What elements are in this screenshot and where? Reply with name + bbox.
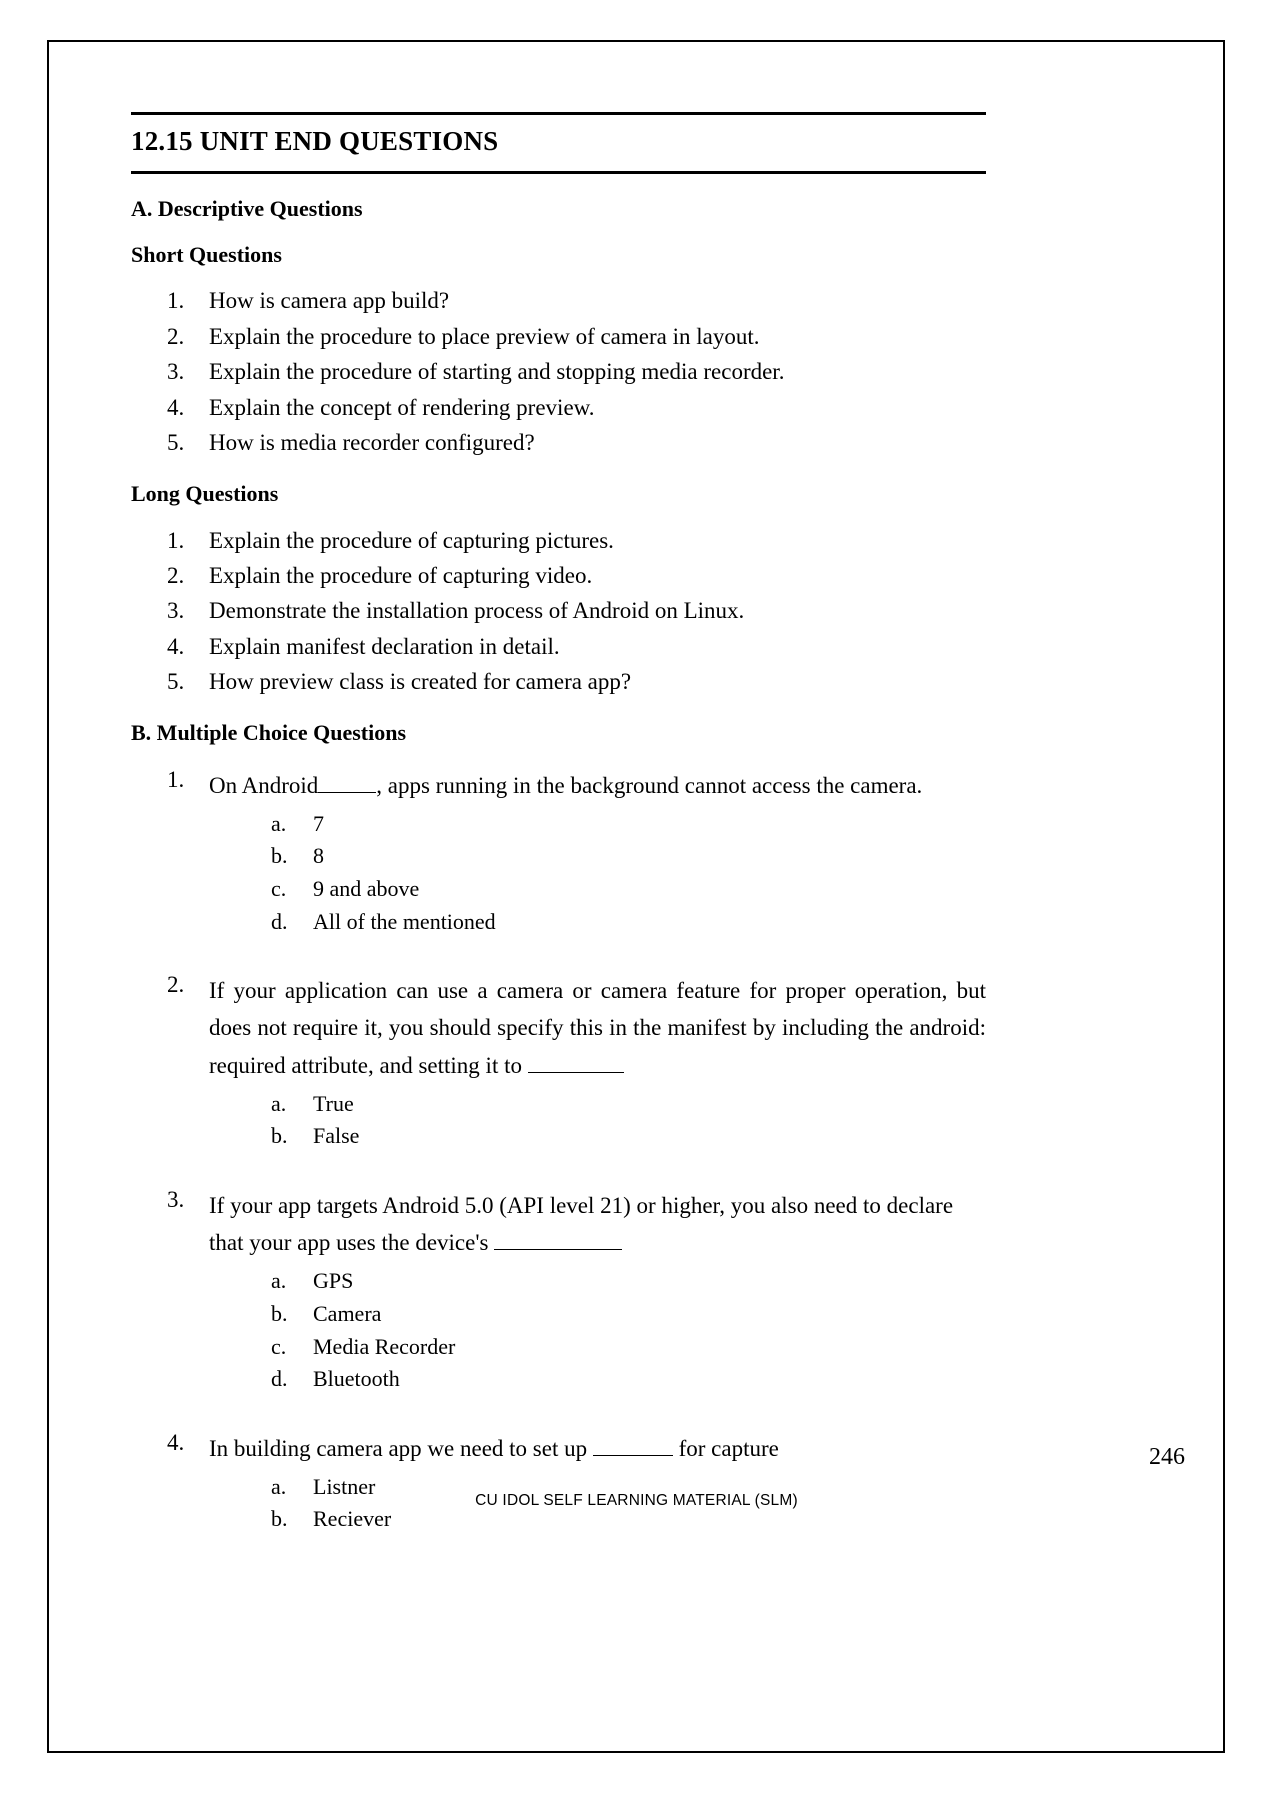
mcq-stem-after: , apps running in the background cannot access the camera. bbox=[376, 772, 923, 798]
list-item bbox=[167, 594, 986, 627]
option-marker: b. bbox=[271, 1123, 288, 1149]
option-item[interactable] bbox=[271, 1088, 986, 1121]
mcq-item bbox=[167, 767, 986, 938]
part-b-heading: B. Multiple Choice Questions bbox=[131, 720, 407, 746]
option-item[interactable] bbox=[271, 873, 986, 906]
long-questions-heading: Long Questions bbox=[131, 481, 279, 507]
option-label: False bbox=[313, 1123, 360, 1149]
item-text: Explain the procedure to place preview of camera in layout. bbox=[209, 323, 760, 349]
list-item bbox=[167, 320, 986, 353]
mcq-item bbox=[167, 972, 986, 1153]
option-item[interactable] bbox=[271, 1331, 986, 1364]
option-item[interactable] bbox=[271, 808, 986, 841]
item-marker: 2. bbox=[167, 972, 185, 998]
option-label: Reciever bbox=[313, 1506, 392, 1532]
fill-in-blank bbox=[528, 1072, 624, 1073]
option-item[interactable] bbox=[271, 1120, 986, 1153]
mcq-stem-before: If your app targets Android 5.0 (API level 21) or higher, you also need to declare that your app uses the device's bbox=[209, 1192, 954, 1256]
option-item[interactable] bbox=[271, 840, 986, 873]
option-label: Media Recorder bbox=[313, 1333, 456, 1359]
item-marker: 1. bbox=[167, 288, 185, 314]
fill-in-blank bbox=[318, 792, 376, 793]
item-marker: 1. bbox=[167, 766, 185, 792]
mcq-options bbox=[209, 1265, 986, 1395]
item-marker: 3. bbox=[167, 1186, 185, 1212]
option-marker: b. bbox=[271, 1506, 288, 1532]
short-questions-heading: Short Questions bbox=[131, 242, 282, 268]
fill-in-blank bbox=[593, 1455, 673, 1456]
item-marker: 5. bbox=[167, 429, 185, 455]
section-title-block bbox=[131, 112, 986, 174]
option-item[interactable] bbox=[271, 1363, 986, 1396]
mcq-stem-before: If your application can use a camera or camera feature for proper operation, but does not require it, you should specify this in the manifest by including the android: required attribute, and setting it to bbox=[209, 978, 986, 1078]
option-item[interactable] bbox=[271, 1265, 986, 1298]
option-label: Camera bbox=[313, 1301, 382, 1327]
item-text: Demonstrate the installation process of Android on Linux. bbox=[209, 598, 745, 624]
item-text: Explain manifest declaration in detail. bbox=[209, 633, 560, 659]
item-text: Explain the procedure of capturing video. bbox=[209, 562, 593, 588]
list-item bbox=[167, 391, 986, 424]
mcq-stem-before: On Android bbox=[209, 772, 319, 798]
list-item bbox=[167, 426, 986, 459]
mcq-stem-before: In building camera app we need to set up bbox=[209, 1435, 588, 1461]
item-marker: 4. bbox=[167, 1429, 185, 1455]
mcq-stem bbox=[209, 1187, 986, 1262]
mcq-list bbox=[131, 767, 986, 1536]
list-item bbox=[167, 524, 986, 557]
item-text: How is camera app build? bbox=[209, 288, 450, 314]
short-questions-list bbox=[131, 284, 986, 459]
mcq-stem-after: for capture bbox=[678, 1435, 779, 1461]
option-label: Bluetooth bbox=[313, 1366, 400, 1392]
mcq-stem bbox=[209, 972, 986, 1084]
mcq-stem bbox=[209, 767, 986, 804]
list-item bbox=[167, 665, 986, 698]
option-label: GPS bbox=[313, 1268, 354, 1294]
list-item bbox=[167, 284, 986, 317]
item-text: Explain the procedure of starting and stopping media recorder. bbox=[209, 359, 785, 385]
part-a-heading: A. Descriptive Questions bbox=[131, 195, 363, 221]
item-text: Explain the concept of rendering preview. bbox=[209, 394, 595, 420]
option-marker: b. bbox=[271, 843, 288, 869]
item-marker: 4. bbox=[167, 394, 185, 420]
long-questions-list bbox=[131, 524, 986, 699]
item-marker: 3. bbox=[167, 359, 185, 385]
item-marker: 2. bbox=[167, 323, 185, 349]
section-title: 12.15 UNIT END QUESTIONS bbox=[131, 126, 499, 156]
option-marker: b. bbox=[271, 1301, 288, 1327]
option-marker: a. bbox=[271, 1268, 287, 1294]
mcq-options bbox=[209, 808, 986, 938]
option-marker: c. bbox=[271, 876, 287, 902]
list-item bbox=[167, 630, 986, 663]
option-marker: a. bbox=[271, 1473, 287, 1499]
mcq-stem bbox=[209, 1430, 986, 1467]
option-label: 8 bbox=[313, 843, 324, 869]
option-marker: a. bbox=[271, 1090, 287, 1116]
item-marker: 2. bbox=[167, 562, 185, 588]
option-label: 9 and above bbox=[313, 876, 420, 902]
list-item bbox=[167, 559, 986, 592]
item-marker: 1. bbox=[167, 527, 185, 553]
mcq-item bbox=[167, 1187, 986, 1396]
option-label: Listner bbox=[313, 1473, 376, 1499]
option-item[interactable] bbox=[271, 906, 986, 939]
mcq-item bbox=[167, 1430, 986, 1536]
item-marker: 3. bbox=[167, 598, 185, 624]
option-label: 7 bbox=[313, 810, 324, 836]
list-item bbox=[167, 355, 986, 388]
footer-note: CU IDOL SELF LEARNING MATERIAL (SLM) bbox=[475, 1492, 798, 1509]
option-label: True bbox=[313, 1090, 354, 1116]
option-marker: d. bbox=[271, 908, 288, 934]
fill-in-blank bbox=[494, 1249, 622, 1250]
option-label: All of the mentioned bbox=[313, 908, 496, 934]
item-marker: 5. bbox=[167, 668, 185, 694]
item-text: How is media recorder configured? bbox=[209, 429, 535, 455]
page-number: 246 bbox=[1149, 1444, 1185, 1470]
item-marker: 4. bbox=[167, 633, 185, 659]
option-marker: d. bbox=[271, 1366, 288, 1392]
option-marker: a. bbox=[271, 810, 287, 836]
option-marker: c. bbox=[271, 1333, 287, 1359]
item-text: Explain the procedure of capturing pictures. bbox=[209, 527, 614, 553]
page-content bbox=[131, 112, 986, 1564]
mcq-options bbox=[209, 1088, 986, 1153]
item-text: How preview class is created for camera app? bbox=[209, 668, 632, 694]
option-item[interactable] bbox=[271, 1298, 986, 1331]
